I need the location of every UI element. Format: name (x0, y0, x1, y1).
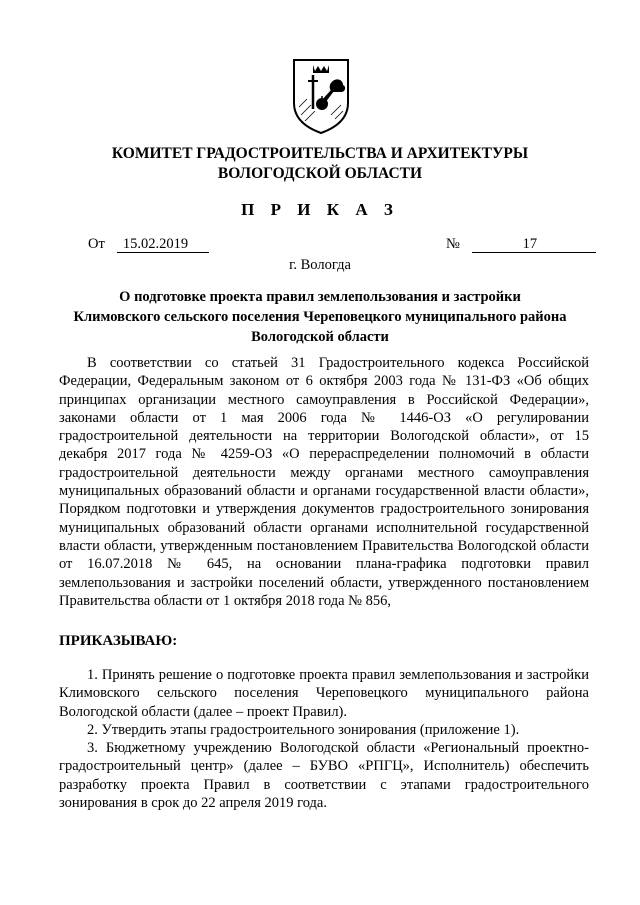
order-items (59, 666, 589, 812)
org-title-line2: ВОЛОГОДСКОЙ ОБЛАСТИ (217, 165, 423, 182)
number-field (446, 236, 596, 253)
date-label: От (88, 236, 105, 252)
subject-line2: Климовского сельского поселения Череповецкого муниципального района (73, 309, 567, 325)
coat-of-arms-icon (291, 57, 351, 135)
date-value: 15.02.2019 (117, 236, 209, 253)
number-label: № (446, 236, 460, 252)
number-value: 17 (472, 236, 596, 253)
preamble-paragraph: В соответствии со статьей 31 Градостроительного кодекса Российской Федерации, Федеральным законом от 6 октября 2003 года № 131-ФЗ «Об общих принципах организации местного самоуправления в Российской Федерации», законами области от 1 мая 2006 года № 1446-ОЗ «О регулировании градостроительной деятельности на территории Вологодской области», от 15 декабря 2017 года № 4259-ОЗ «О перераспределении полномочий в области градостроительной деятельности между органами местного самоуправления муниципальных образований области и органами государственной власти области», Порядком подготовки и утверждения документов градостроительного зонирования муниципальных образований области органами исполнительной государственной власти области, утвержденным постановлением Правительства Вологодской области от 16.07.2018 № 645, на основании плана-графика подготовки правил землепользования и застройки поселений области, утвержденного постановлением Правительства области от 1 октября 2018 года № 856, (59, 355, 589, 609)
order-item: 3. Бюджетному учреждению Вологодской области «Региональный проектно-градостроительный центр» (далее – БУВО «РПГЦ», Исполнитель) обеспечить разработку проекта Правил в соответствии с этапами градостроительного зонирования в срок до 22 апреля 2019 года. (59, 740, 589, 812)
order-item: 2. Утвердить этапы градостроительного зонирования (приложение 1). (87, 721, 520, 738)
org-title-line1: КОМИТЕТ ГРАДОСТРОИТЕЛЬСТВА И АРХИТЕКТУРЫ (111, 145, 529, 162)
city: г. Вологда (289, 257, 351, 273)
date-field (88, 236, 209, 253)
subject-line3: Вологодской области (251, 329, 389, 345)
order-item: 1. Принять решение о подготовке проекта правил землепользования и застройки Климовского сельского поселения Череповецкого муниципального района Вологодской области (далее – проект Правил). (59, 667, 589, 720)
subject-line1: О подготовке проекта правил землепользования и застройки (119, 289, 521, 305)
organization-title (60, 144, 580, 184)
document-type: П Р И К А З (241, 200, 399, 219)
document-subject (70, 287, 570, 347)
order-word: ПРИКАЗЫВАЮ: (59, 633, 178, 649)
